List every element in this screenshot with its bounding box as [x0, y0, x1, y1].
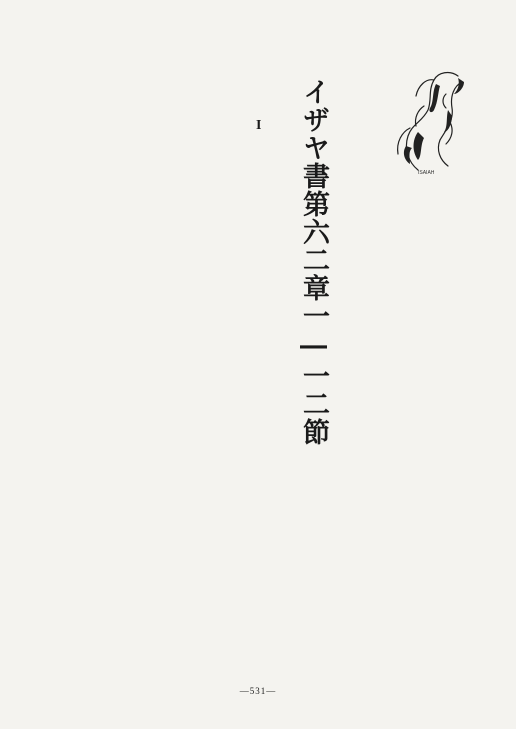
article-title: イザヤ書第六二章一―一二節 [298, 78, 329, 446]
page-number: —531— [239, 686, 277, 696]
body-text-top [52, 90, 272, 390]
body-text-bottom [94, 352, 294, 642]
section-numeral: I [256, 118, 262, 133]
svg-text:ISAIAH: ISAIAH [418, 170, 435, 176]
prophet-illustration [388, 66, 474, 178]
